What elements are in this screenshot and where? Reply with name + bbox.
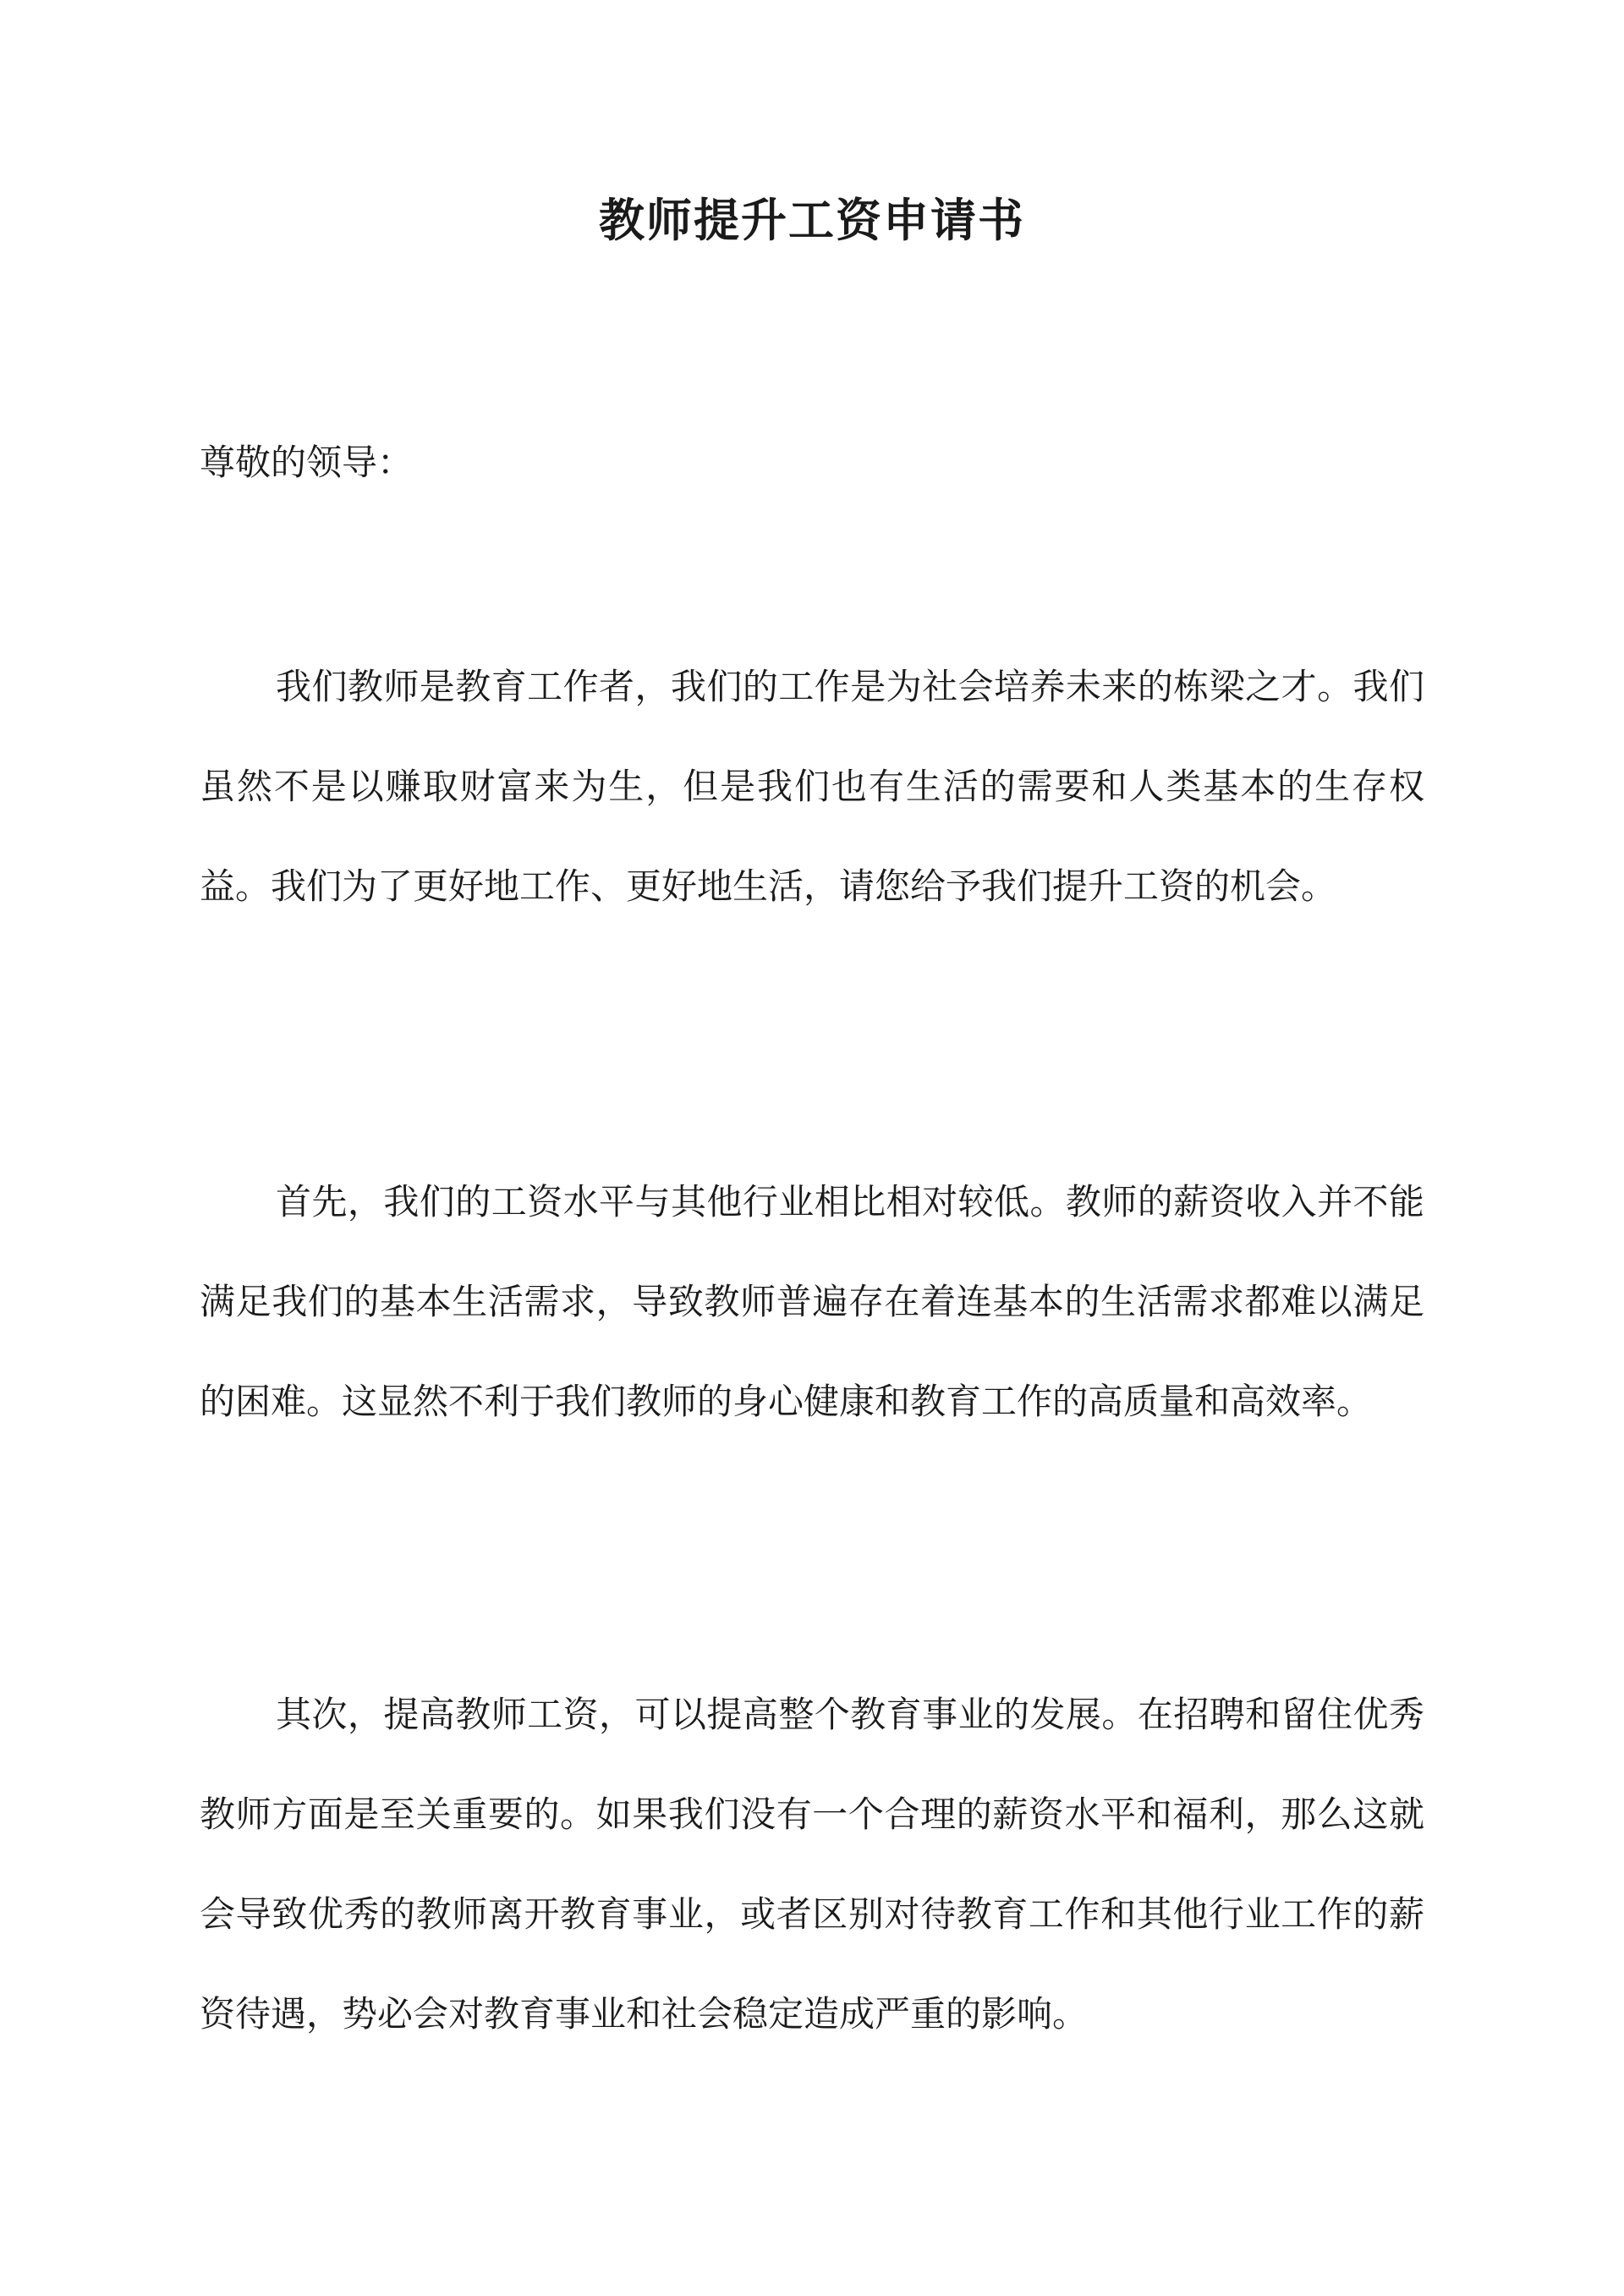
paragraph-3: 其次，提高教师工资，可以提高整个教育事业的发展。在招聘和留住优秀教师方面是至关重要的。如果我们没有一个合理的薪资水平和福利，那么这就会导致优秀的教师离开教育事业，或者区别对待教育工作和其他行业工作的薪资待遇，势必会对教育事业和社会稳定造成严重的影响。 xyxy=(200,1694,1424,2035)
paragraph-2: 首先，我们的工资水平与其他行业相比相对较低。教师的薪资收入并不能满足我们的基本生活需求，导致教师普遍存在着连基本的生活需求都难以满足的困难。这显然不利于我们教师的身心健康和教育工作的高质量和高效率。 xyxy=(200,1181,1424,1422)
paragraph-1: 我们教师是教育工作者，我们的工作是为社会培养未来的栋梁之才。我们虽然不是以赚取财富来为生，但是我们也有生活的需要和人类基本的生存权益。我们为了更好地工作、更好地生活，请您给予我们提升工资的机会。 xyxy=(200,666,1424,907)
salutation: 尊敬的领导： xyxy=(200,442,414,483)
document-title: 教师提升工资申请书 xyxy=(599,193,1025,247)
